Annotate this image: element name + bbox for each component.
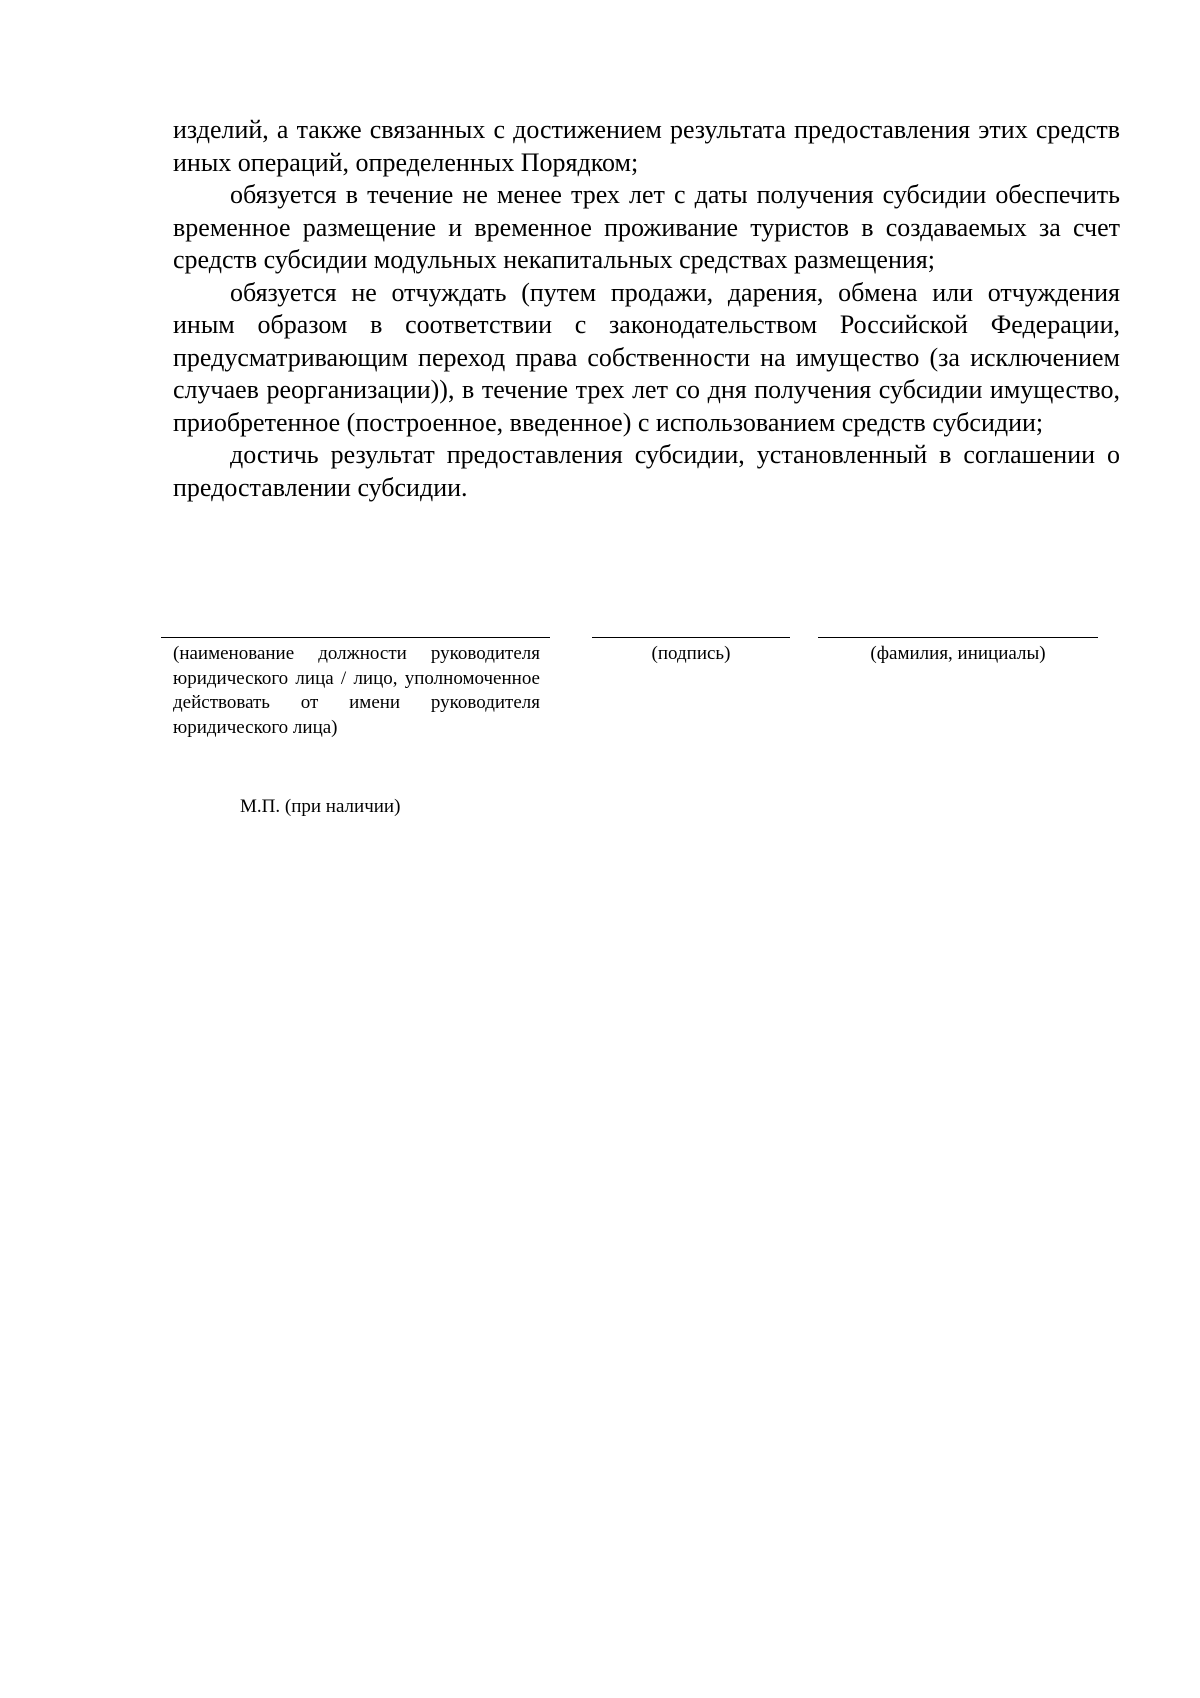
paragraph-accommodation-obligation: обязуется в течение не менее трех лет с даты получения субсидии обеспечить временное размещение и временное проживание туристов в создаваемых за счет средств субсидии модульных некапитальных средствах размещения; xyxy=(173,180,1120,274)
signature-line xyxy=(592,637,790,638)
stamp-label: М.П. (при наличии) xyxy=(240,796,401,817)
document-body xyxy=(173,114,1120,504)
name-signature-line xyxy=(818,637,1098,638)
paragraph-result-obligation: достичь результат предоставления субсидии, установленный в соглашении о предоставлении субсидии. xyxy=(173,440,1120,502)
name-caption: (фамилия, инициалы) xyxy=(870,643,1046,664)
position-signature-line xyxy=(161,637,550,638)
position-caption: (наименование должности руководителя юридического лица / лицо, уполномоченное действовать от имени руководителя юридического лица) xyxy=(173,643,540,738)
paragraph-no-alienation-obligation: обязуется не отчуждать (путем продажи, дарения, обмена или отчуждения иным образом в соответствии с законодательством Российской Федерации, предусматривающим переход права собственности на имущество (за исключением случаев реорганизации)), в течение трех лет со дня получения субсидии имущество, приобретенное (построенное, введенное) с использованием средств субсидии; xyxy=(173,277,1120,437)
signature-caption: (подпись) xyxy=(651,643,731,664)
paragraph-continuation: изделий, а также связанных с достижением результата предоставления этих средств иных операций, определенных Порядком; xyxy=(173,115,1120,177)
